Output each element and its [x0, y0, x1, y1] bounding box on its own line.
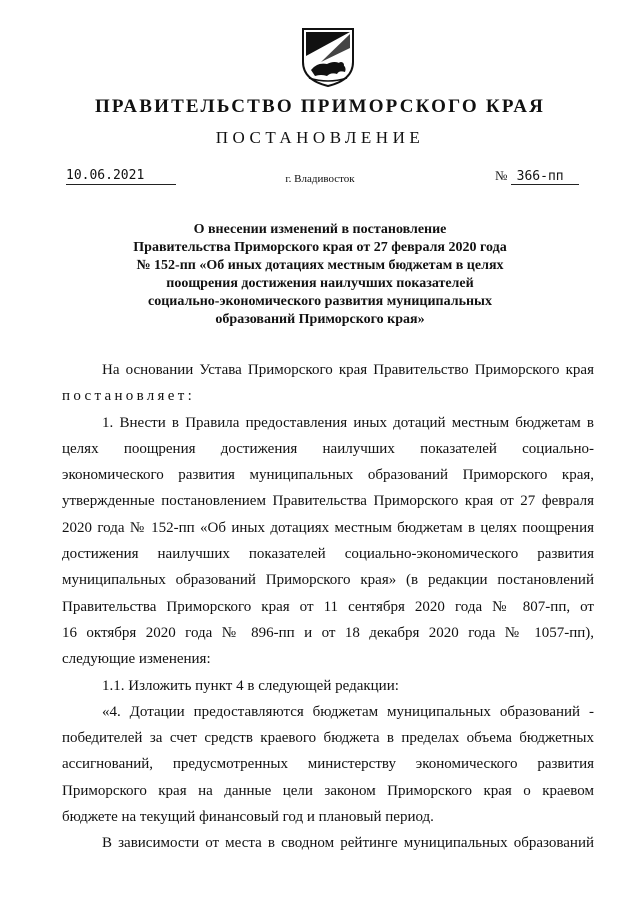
body-line: 2020 года № 152-пп «Об иных дотациях местным бюджетам в целях поощрения: [62, 519, 594, 536]
body-line: утвержденные постановлением Правительства Приморского края от 27 февраля: [62, 493, 594, 510]
document-title: [80, 221, 560, 329]
organization-name: ПРАВИТЕЛЬСТВО ПРИМОРСКОГО КРАЯ: [94, 96, 546, 117]
title-line: Правительства Приморского края от 27 февраля 2020 года: [133, 240, 507, 255]
body-line: достижения наилучших показателей социально-экономического развития: [62, 546, 594, 563]
body-line: 1.1. Изложить пункт 4 в следующей редакции:: [102, 677, 399, 694]
body-line: постановляет:: [62, 388, 196, 405]
body-line: 16 октября 2020 года № 896-пп и от 18 декабря 2020 года № 1057-пп),: [62, 624, 594, 641]
title-line: социально-экономического развития муниципальных: [148, 294, 492, 309]
document-type: ПОСТАНОВЛЕНИЕ: [215, 128, 425, 147]
body-line: экономического развития муниципальных образований Приморского края,: [62, 467, 594, 484]
body-line: бюджете на текущий финансовый год и плановый период.: [62, 809, 434, 826]
body-line: муниципальных образований Приморского края» (в редакции постановлений: [62, 572, 594, 589]
body-line: победителей за счет средств краевого бюджета в пределах объема бюджетных: [62, 730, 594, 747]
title-line: образований Приморского края»: [215, 312, 425, 327]
title-line: поощрения достижения наилучших показателей: [166, 276, 474, 291]
body-line: Правительства Приморского края от 11 сентября 2020 года № 807-пп, от: [62, 598, 594, 615]
document-body: [62, 357, 594, 857]
body-line: следующие изменения:: [62, 651, 211, 668]
body-line: ассигнований, предусмотренных министерству экономического развития: [62, 756, 594, 773]
body-line: В зависимости от места в сводном рейтинге муниципальных образований: [102, 835, 594, 852]
body-line: 1. Внести в Правила предоставления иных дотаций местным бюджетам в: [102, 414, 594, 431]
title-line: О внесении изменений в постановление: [193, 222, 447, 237]
body-line: На основании Устава Приморского края Правительство Приморского края: [102, 362, 594, 378]
title-line: № 152-пп «Об иных дотациях местным бюджетам в целях: [136, 258, 504, 273]
document-date: 10.06.2021: [66, 168, 176, 185]
number-value: 366-пп: [511, 169, 579, 185]
document-city: г. Владивосток: [285, 173, 355, 185]
document-number: [495, 168, 579, 185]
body-line: целях поощрения достижения наилучших показателей социально-: [62, 440, 594, 457]
coat-of-arms-icon: [297, 26, 359, 88]
body-line: «4. Дотации предоставляются бюджетам муниципальных образований -: [102, 703, 594, 720]
number-label: №: [495, 168, 508, 183]
body-line: Приморского края на данные цели законом Приморского края о краевом: [62, 782, 594, 799]
